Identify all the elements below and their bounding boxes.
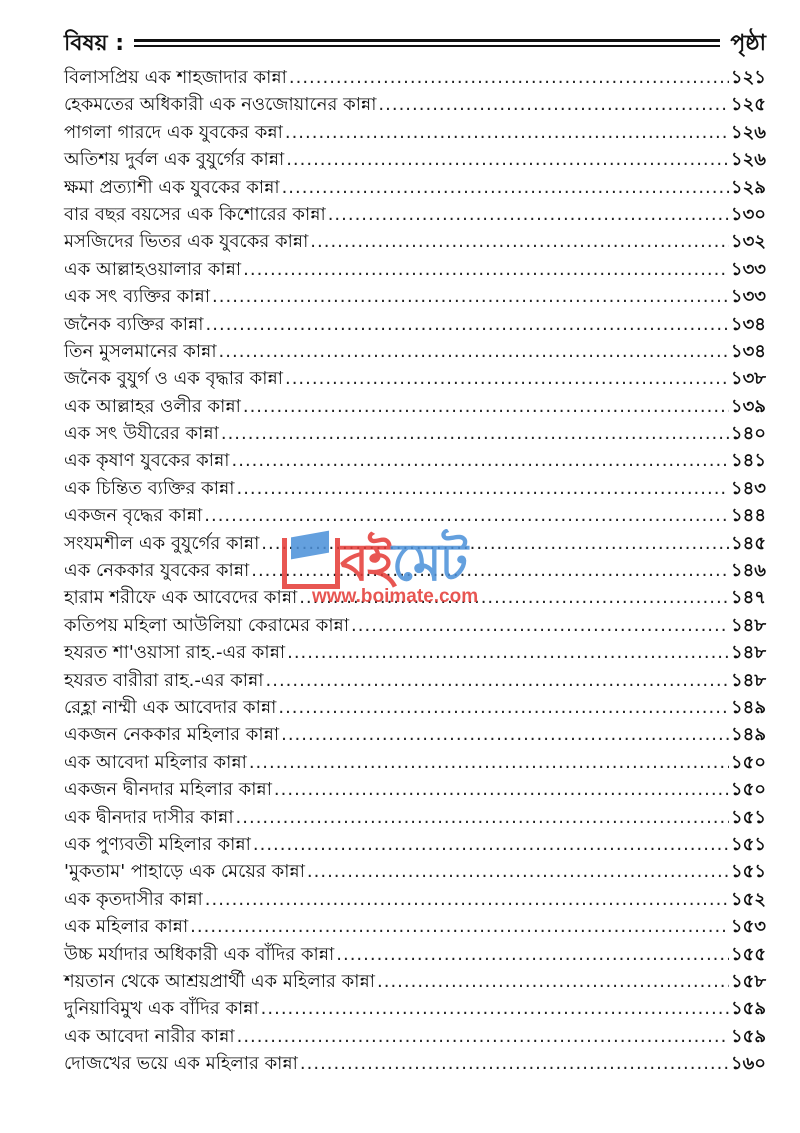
entry-page-number: ১৫৩ (730, 916, 766, 938)
toc-entry (64, 256, 766, 283)
entry-page-number: ১৪৭ (730, 587, 766, 609)
toc-header (64, 28, 766, 60)
entry-title: এক আল্লাহর ওলীর কান্না (64, 395, 241, 417)
dot-leader (243, 393, 729, 420)
dot-leader (282, 174, 729, 201)
entry-title: এক সৎ ব্যক্তির কান্না (64, 286, 211, 308)
table-of-contents (64, 64, 766, 1077)
toc-entry (64, 311, 766, 338)
entry-title: এক নেককার যুবকের কান্না (64, 560, 250, 582)
entry-page-number: ১৩৪ (730, 313, 766, 335)
entry-title: 'মুকতাম' পাহাড়ে এক মেয়ের কান্না (64, 861, 305, 883)
dot-leader (278, 694, 729, 721)
dot-leader (236, 475, 728, 502)
dot-leader (206, 311, 729, 338)
entry-title: একজন দ্বীনদার মহিলার কান্না (64, 779, 272, 801)
dot-leader (285, 365, 729, 392)
dot-leader (286, 146, 729, 173)
page-heading: পৃষ্ঠা (730, 30, 766, 56)
entry-page-number: ১৪৯ (730, 696, 766, 718)
dot-leader (266, 667, 729, 694)
toc-entry (64, 941, 766, 968)
toc-entry (64, 146, 766, 173)
toc-entry (64, 968, 766, 995)
dot-leader (287, 639, 729, 666)
entry-page-number: ১৪৬ (730, 560, 766, 582)
entry-title: হযরত শা'ওয়াসা রাহ.-এর কান্না (64, 642, 286, 664)
dot-leader (351, 612, 729, 639)
toc-entry (64, 201, 766, 228)
entry-title: এক পুণ্যবতী মহিলার কান্না (64, 833, 251, 855)
toc-entry (64, 91, 766, 118)
dot-leader (261, 995, 729, 1022)
toc-entry (64, 557, 766, 584)
dot-leader (261, 530, 729, 557)
entry-page-number: ১৪৯ (730, 724, 766, 746)
toc-entry (64, 612, 766, 639)
entry-page-number: ১৩৮ (730, 368, 766, 390)
dot-leader (221, 420, 729, 447)
dot-leader (237, 1023, 729, 1050)
entry-title: একজন নেককার মহিলার কান্না (64, 724, 280, 746)
dot-leader (219, 338, 729, 365)
entry-title: দুনিয়াবিমুখ এক বাঁদির কান্না (64, 998, 259, 1020)
entry-page-number: ১৫২ (730, 888, 766, 910)
entry-page-number: ১৪১ (730, 450, 766, 472)
dot-leader (205, 886, 729, 913)
entry-title: ক্ষমা প্রত্যাশী এক যুবকের কান্না (64, 176, 280, 198)
dot-leader (328, 201, 729, 228)
entry-title: দোজখের ভয়ে এক মহিলার কান্না (64, 1053, 298, 1075)
dot-leader (281, 721, 729, 748)
toc-entry (64, 530, 766, 557)
toc-entry (64, 475, 766, 502)
entry-page-number: ১৫৯ (730, 1025, 766, 1047)
toc-entry (64, 886, 766, 913)
entry-title: পাগলা গারদে এক যুবকের কন্না (64, 121, 283, 143)
dot-leader (336, 941, 729, 968)
entry-page-number: ১২৯ (730, 176, 766, 198)
entry-page-number: ১২৫ (730, 94, 766, 116)
entry-page-number: ১৫০ (730, 751, 766, 773)
entry-page-number: ১৪৪ (730, 505, 766, 527)
entry-page-number: ১৫৮ (730, 970, 766, 992)
entry-page-number: ১৫১ (730, 833, 766, 855)
toc-entry (64, 393, 766, 420)
entry-page-number: ১২১ (730, 67, 766, 88)
entry-page-number: ১৩২ (730, 231, 766, 253)
entry-page-number: ১৪৮ (730, 642, 766, 664)
dot-leader (378, 91, 729, 118)
entry-title: এক কৃতদাসীর কান্না (64, 888, 203, 910)
entry-title: অতিশয় দুর্বল এক বুযুর্গের কান্না (64, 149, 285, 171)
entry-page-number: ১২৬ (730, 121, 766, 143)
entry-title: বার বছর বয়সের এক কিশোরের কান্না (64, 203, 326, 225)
entry-page-number: ১৪৮ (730, 614, 766, 636)
watermark-logo: বইমেট (340, 533, 467, 593)
toc-entry (64, 639, 766, 666)
entry-title: মসজিদের ভিতর এক যুবকের কান্না (64, 231, 309, 253)
double-rule-divider (134, 39, 720, 49)
entry-page-number: ১৫৫ (730, 943, 766, 965)
toc-entry (64, 858, 766, 885)
dot-leader (307, 858, 729, 885)
toc-entry (64, 228, 766, 255)
entry-title: হেকমতের অধিকারী এক নওজোয়ানের কান্না (64, 94, 377, 116)
entry-title: এক সৎ উযীরের কান্না (64, 423, 219, 445)
toc-entry (64, 365, 766, 392)
entry-title: হারাম শরীফে এক আবেদের কান্না (64, 587, 298, 609)
dot-leader (285, 119, 729, 146)
toc-entry (64, 995, 766, 1022)
toc-entry (64, 64, 766, 91)
dot-leader (274, 776, 729, 803)
toc-entry (64, 584, 766, 611)
toc-entry (64, 1023, 766, 1050)
entry-title: বিলাসপ্রিয় এক শাহজাদার কান্না (64, 67, 287, 88)
dot-leader (253, 831, 729, 858)
toc-entry (64, 119, 766, 146)
watermark-url: www.boimate.com (312, 586, 479, 607)
dot-leader (212, 283, 729, 310)
dot-leader (232, 447, 729, 474)
dot-leader (299, 584, 729, 611)
dot-leader (251, 557, 729, 584)
entry-title: এক আবেদা নারীর কান্না (64, 1025, 235, 1047)
entry-page-number: ১৩৩ (730, 286, 766, 308)
toc-entry (64, 804, 766, 831)
entry-title: এক কৃষাণ যুবকের কান্না (64, 450, 230, 472)
entry-title: জনৈক ব্যক্তির কান্না (64, 313, 204, 335)
toc-entry (64, 776, 766, 803)
toc-entry (64, 420, 766, 447)
entry-title: তিন মুসলমানের কান্না (64, 340, 217, 362)
toc-entry (64, 913, 766, 940)
entry-page-number: ১২৬ (730, 149, 766, 171)
entry-page-number: ১৫৯ (730, 998, 766, 1020)
toc-entry (64, 1050, 766, 1077)
entry-page-number: ১৩৩ (730, 258, 766, 280)
entry-title: রেহ্লা নাম্মী এক আবেদার কান্না (64, 696, 277, 718)
entry-title: শয়তান থেকে আশ্রয়প্রার্থী এক মহিলার কান্না (64, 970, 375, 992)
entry-title: কতিপয় মহিলা আউলিয়া কেরামের কান্না (64, 614, 350, 636)
entry-page-number: ১৩০ (730, 203, 766, 225)
dot-leader (300, 1050, 729, 1077)
entry-title: জনৈক বুযুর্গ ও এক বৃদ্ধার কান্না (64, 368, 283, 390)
toc-entry (64, 667, 766, 694)
entry-page-number: ১৪৫ (730, 532, 766, 554)
entry-page-number: ১৫১ (730, 861, 766, 883)
toc-entry (64, 502, 766, 529)
dot-leader (243, 256, 729, 283)
entry-title: হযরত বারীরা রাহ.-এর কান্না (64, 669, 264, 691)
entry-title: এক আল্লাহওয়ালার কান্না (64, 258, 242, 280)
entry-page-number: ১৪০ (730, 423, 766, 445)
entry-title: এক মহিলার কান্না (64, 916, 189, 938)
entry-title: এক চিন্তিত ব্যক্তির কান্না (64, 477, 235, 499)
entry-page-number: ১৪৩ (730, 477, 766, 499)
toc-entry (64, 283, 766, 310)
entry-page-number: ১৫১ (730, 806, 766, 828)
entry-page-number: ১৫০ (730, 779, 766, 801)
toc-entry (64, 721, 766, 748)
entry-title: এক আবেদা মহিলার কান্না (64, 751, 247, 773)
toc-entry (64, 749, 766, 776)
entry-title: একজন বৃদ্ধের কান্না (64, 505, 203, 527)
dot-leader (289, 64, 729, 91)
toc-entry (64, 447, 766, 474)
subject-heading: বিষয় : (64, 30, 125, 56)
toc-entry (64, 831, 766, 858)
dot-leader (377, 968, 729, 995)
entry-page-number: ১৩৪ (730, 340, 766, 362)
entry-page-number: ১৬০ (730, 1053, 766, 1075)
dot-leader (236, 804, 729, 831)
dot-leader (190, 913, 729, 940)
dot-leader (204, 502, 729, 529)
entry-page-number: ১৪৮ (730, 669, 766, 691)
entry-page-number: ১৩৯ (730, 395, 766, 417)
entry-title: এক দ্বীনদার দাসীর কান্না (64, 806, 234, 828)
entry-title: উচ্চ মর্যাদার অধিকারী এক বাঁদির কান্না (64, 943, 335, 965)
toc-entry (64, 338, 766, 365)
entry-title: সংযমশীল এক বুযুর্গের কান্না (64, 532, 260, 554)
toc-entry (64, 174, 766, 201)
toc-entry (64, 694, 766, 721)
dot-leader (310, 228, 729, 255)
dot-leader (249, 749, 729, 776)
